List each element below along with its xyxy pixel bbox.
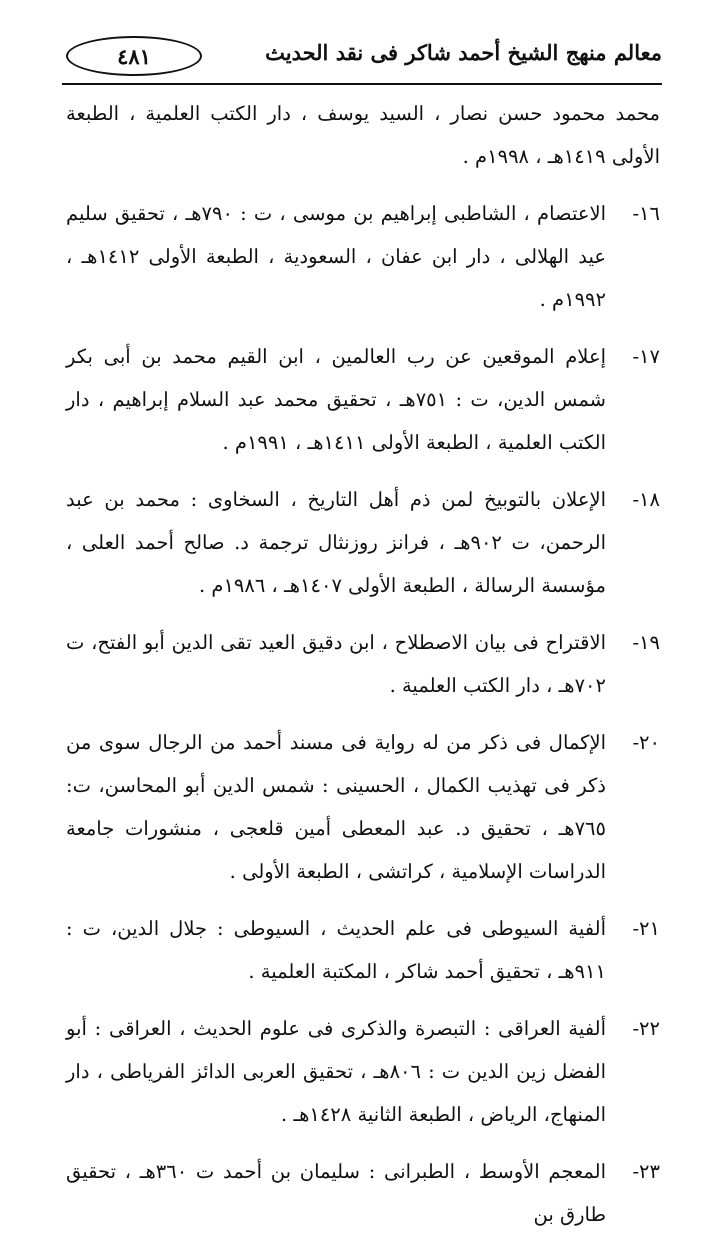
bibliography-list: [66, 92, 660, 1250]
entry-text: الإعلان بالتوبيخ لمن ذم أهل التاريخ ، السخاوى : محمد بن عبد الرحمن، ت ٩٠٢هـ ، فرانز روزنثال ترجمة د. صالح أحمد العلى ، مؤسسة الرسالة ، الطبعة الأولى ١٤٠٧هـ ، ١٩٨٦م .: [66, 488, 607, 597]
page-number: ٤٨١: [66, 36, 202, 76]
entry-number: ٢٠-: [632, 731, 660, 754]
bibliography-entry-20: [66, 721, 660, 893]
bibliography-entry-16: [66, 192, 660, 321]
continued-entry: [66, 92, 660, 178]
page-header: [62, 30, 662, 86]
entry-number: ٢١-: [632, 917, 660, 940]
entry-text: الاقتراح فى بيان الاصطلاح ، ابن دقيق العيد تقى الدين أبو الفتح، ت ٧٠٢هـ ، دار الكتب العلمية .: [66, 631, 606, 697]
bibliography-entry-22: [66, 1007, 660, 1136]
bibliography-entry-21: [66, 907, 660, 993]
entry-number: ١٩-: [632, 631, 660, 654]
bibliography-entry-23: [66, 1150, 660, 1236]
entry-text: المعجم الأوسط ، الطبرانى : سليمان بن أحمد ت ٣٦٠هـ ، تحقيق طارق بن: [66, 1160, 606, 1226]
entry-text: ألفية العراقى : التبصرة والذكرى فى علوم الحديث ، العراقى : أبو الفضل زين الدين ت : ٨٠٦هـ ، تحقيق العربى الدائز الفرياطى ، دار المنهاج، الرياض ، الطبعة الثانية ١٤٢٨هـ .: [66, 1017, 607, 1126]
bibliography-entry-17: [66, 335, 660, 464]
entry-text: الإكمال فى ذكر من له رواية فى مسند أحمد من الرجال سوى من ذكر فى تهذيب الكمال ، الحسينى : شمس الدين أبو المحاسن، ت: ٧٦٥هـ ، تحقيق د. عبد المعطى أمين قلعجى ، منشورات جامعة الدراسات الإسلامية ، كراتشى ، الطبعة الأولى .: [66, 731, 606, 883]
entry-text: ألفية السيوطى فى علم الحديث ، السيوطى : جلال الدين، ت : ٩١١هـ ، تحقيق أحمد شاكر ، المكتبة العلمية .: [66, 917, 606, 983]
header-rule: [62, 83, 662, 85]
entry-text: الاعتصام ، الشاطبى إبراهيم بن موسى ، ت : ٧٩٠هـ ، تحقيق سليم عيد الهلالى ، دار ابن عفان ، السعودية ، الطبعة الأولى ١٤١٢هـ ، ١٩٩٢م .: [66, 202, 606, 311]
entry-text: إعلام الموقعين عن رب العالمين ، ابن القيم محمد بن أبى بكر شمس الدين، ت : ٧٥١هـ ، تحقيق محمد عبد السلام إبراهيم ، دار الكتب العلمية ، الطبعة الأولى ١٤١١هـ ، ١٩٩١م .: [66, 345, 606, 454]
bibliography-entry-18: [66, 478, 660, 607]
bibliography-entry-19: [66, 621, 660, 707]
entry-number: ١٦-: [632, 202, 660, 225]
entry-number: ٢٢-: [632, 1017, 660, 1040]
entry-number: ٢٣-: [632, 1160, 660, 1183]
running-title: معالم منهج الشيخ أحمد شاكر فى نقد الحديث: [265, 40, 662, 65]
entry-number: ١٧-: [632, 345, 660, 368]
entry-number: ١٨-: [632, 488, 660, 511]
entry-text: محمد محمود حسن نصار ، السيد يوسف ، دار الكتب العلمية ، الطبعة الأولى ١٤١٩هـ ، ١٩٩٨م .: [66, 102, 660, 168]
